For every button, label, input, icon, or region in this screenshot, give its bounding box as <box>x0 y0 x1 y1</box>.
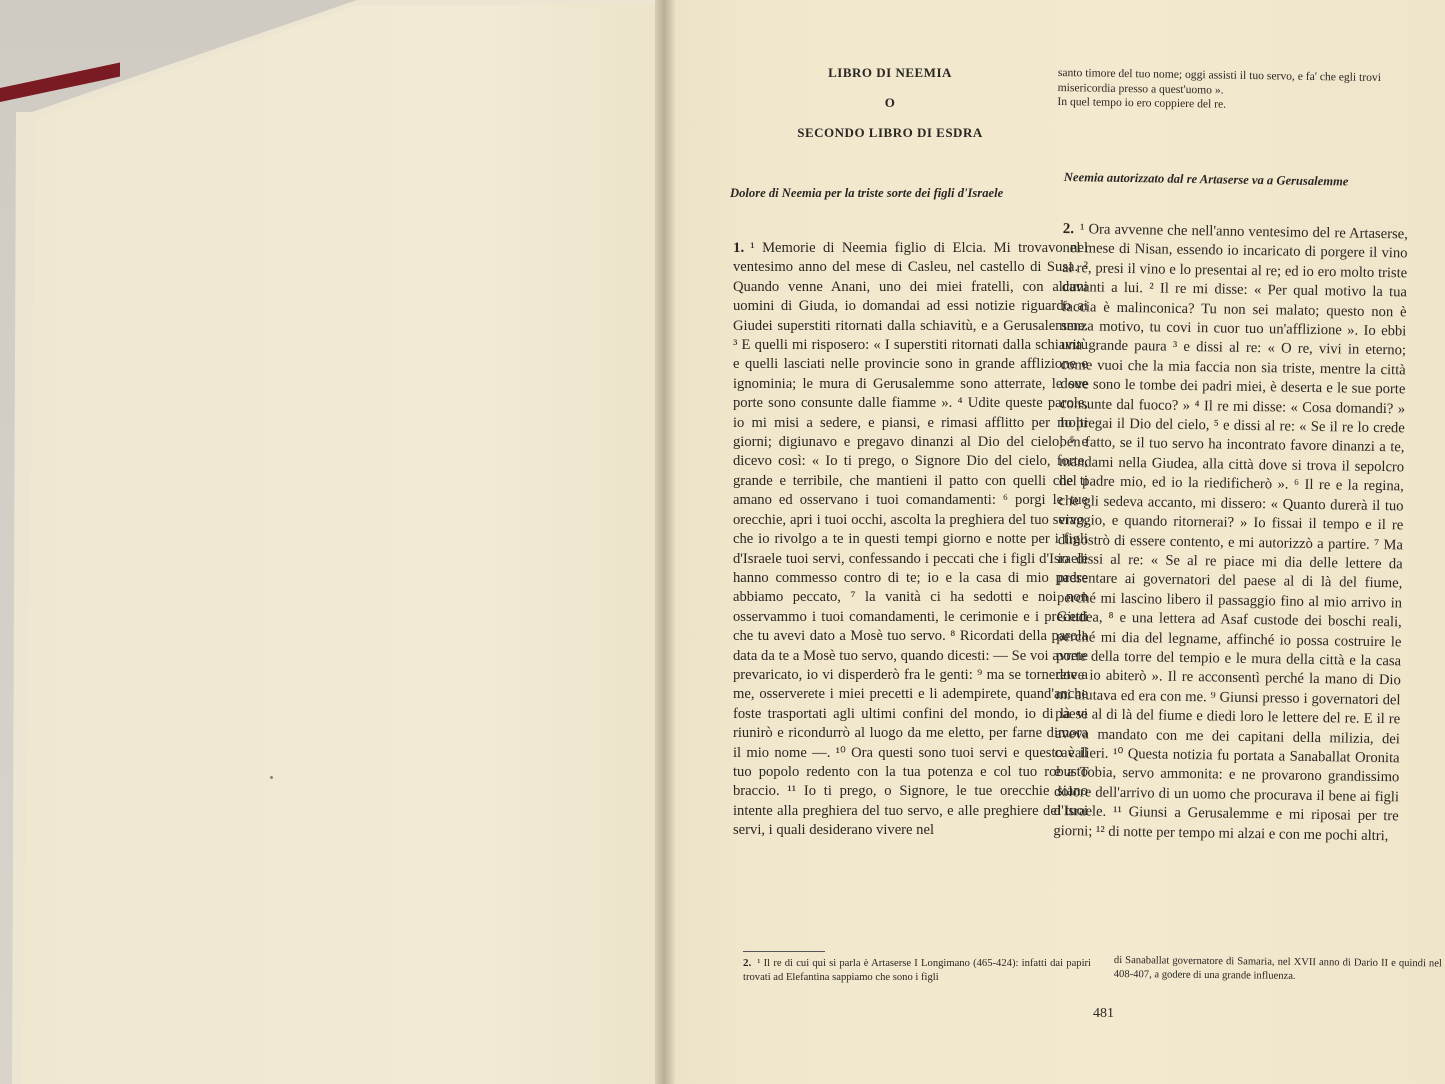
footnote-left-text: ¹ Il re di cui qui si parla è Artaserse I Longimano (465-424): infatti dai papiri trovati ad Elefantina sappiamo che sono i figli <box>743 958 1091 983</box>
page-speck <box>270 776 273 779</box>
chapter-2-text: ¹ Ora avvenne che nell'anno ventesimo del re Artaserse, nel mese di Nisan, essendo io incaricato di porgere il vino al re, presi il vino e lo presentai al re; ed io ero molto triste davanti a lui. ² Il re mi disse: « Per qual motivo la tua faccia è malinconica? Tu non sei malato; questo non è senza motivo, tu covi in cuor tuo un'afflizione ». Io ebbi una grande paura ³ e dissi al re: « O re, vivi in eterno; come vuoi che la mia faccia non sia triste, mentre la città dove sono le tombe dei padri miei, è deserta e le sue porte consunte dal fuoco? » ⁴ Il re mi disse: « Cosa domandi? » Io pregai il Dio del cielo, ⁵ e dissi al re: « Se il re lo crede ben fatto, se il tuo servo ha incontrato favore dinanzi a te, mandami nella Giudea, alla città dove si trova il sepolcro del padre mio, ed io la riedificherò ». ⁶ Il re e la regina, che gli sedeva accanto, mi dissero: « Quanto durerà il tuo viaggio, e quando ritornerai? » Io fissai il tempo e il re dimostrò di essere contento, e mi autorizzò a partire. ⁷ Ma io dissi al re: « Se al re piace mi dia delle lettere da presentare ai governatori del paese al di là del fiume, perché mi lascino libero il passaggio fino al mio arrivo in Giudea, ⁸ e una lettera ad Asaf custode dei boschi reali, perché mi dia del legname, affinché io possa costruire le porte della torre del tempio e le mura della città e la casa dove io abiterò ». Il re acconsentì perché la mano di Dio mi aiutava ed era con me. ⁹ Giunsi presso i governatori del paese al di là del fiume e diedi loro le lettere del re. E il re aveva mandato con me dei capitani della milizia, dei cavalieri. ¹⁰ Questa notizia fu portata a Sanaballat Oronita e a Tobia, servo ammonita: e ne provarono grandissimo dolore dell'arrivo di un uomo che procurava il bene ai figli d'Israele. ¹¹ Giunsi a Gerusalemme e mi riposai per tre giorni; ¹² di notte per tempo mi alzai e con me pochi altri, <box>1053 221 1408 844</box>
title-line-2: O <box>884 95 896 110</box>
book-title <box>790 58 990 148</box>
section-heading-left: Dolore di Neemia per la triste sorte dei figli d'Israele <box>730 186 1004 200</box>
footnote-number: 2. <box>743 957 752 969</box>
section-heading-right: Neemia autorizzato dal re Artaserse va a Gerusalemme <box>1063 169 1349 189</box>
footnote-right: di Sanaballat governatore di Samaria, nel XVII anno di Dario II e quindi nel 408-407, a godere di una grande influenza. <box>1113 954 1442 982</box>
title-line-1: LIBRO DI NEEMIA <box>828 65 952 80</box>
continued-paragraph: santo timore del tuo nome; oggi assisti il tuo servo, e fa' che egli trovi misericordia presso a quest'uomo ». <box>1057 66 1382 97</box>
chapter-1-number: 1. <box>733 240 745 256</box>
chapter-2-column <box>1053 220 1408 846</box>
left-blank-page <box>22 0 682 1084</box>
footnote-left <box>743 956 1091 985</box>
footnote-rule <box>743 951 825 952</box>
chapter-2-number: 2. <box>1062 220 1075 238</box>
chapter-1-column <box>733 239 1088 841</box>
continued-text <box>1057 66 1388 115</box>
title-line-3: SECONDO LIBRO DI ESDRA <box>797 125 983 140</box>
page-number: 481 <box>1093 1006 1114 1021</box>
continued-closing: In quel tempo io ero coppiere del re. <box>1057 94 1227 111</box>
book-gutter <box>655 0 675 1084</box>
chapter-1-text: ¹ Memorie di Neemia figlio di Elcia. Mi trovavo nel ventesimo anno del mese di Casleu, nel castello di Susa. ² Quando venne Anani, uno dei miei fratelli, con alcuni uomini di Giuda, io domandai ad essi notizie riguardo ai Giudei superstiti ritornati dalla schiavitù, e a Gerusalemme. ³ E quelli mi risposero: « I superstiti ritornati dalla schiavitù e quelli lasciati nelle provincie sono in grande afflizione e ignominia; le mura di Gerusalemme sono atterrate, le sue porte sono consunte dalle fiamme ». ⁴ Udite queste parole, io mi misi a sedere, e piansi, e rimasi afflitto per molti giorni; digiunavo e pregavo dinanzi al Dio del cielo, ⁵ e dicevo così: « Io ti prego, o Signore Dio del cielo, forte, grande e terribile, che mantieni il patto con quelli che ti amano ed osservano i tuoi comandamenti: ⁶ porgi le tue orecchie, apri i tuoi occhi, ascolta la preghiera del tuo servo, che io rivolgo a te in questi tempi giorno e notte per i figli d'Israele tuoi servi, confessando i peccati che i figli d'Israele hanno commesso contro di te; io e la casa di mio padre abbiamo peccato, ⁷ la vanità ci ha sedotti e noi non osservammo i tuoi comandamenti, le cerimonie e i precetti che tu avevi dato a Mosè tuo servo. ⁸ Ricordati della parola data da te a Mosè tuo servo, quando dicesti: — Se voi avrete prevaricato, io vi disperderò fra le genti: ⁹ ma se tornerete a me, osserverete i miei precetti e li adempirete, quand'anche foste trasportati agli ultimi confini del mondo, io di là vi riunirò e ricondurrò al luogo da me eletto, per farne dimora il mio nome —. ¹⁰ Ora questi sono tuoi servi e questo è il tuo popolo redento con la tua potenza e col tuo robusto braccio. ¹¹ Io ti prego, o Signore, le tue orecchie siano intente alla preghiera del tuo servo, e alle preghiere dei tuoi servi, i quali desiderano vivere nel <box>733 240 1088 839</box>
